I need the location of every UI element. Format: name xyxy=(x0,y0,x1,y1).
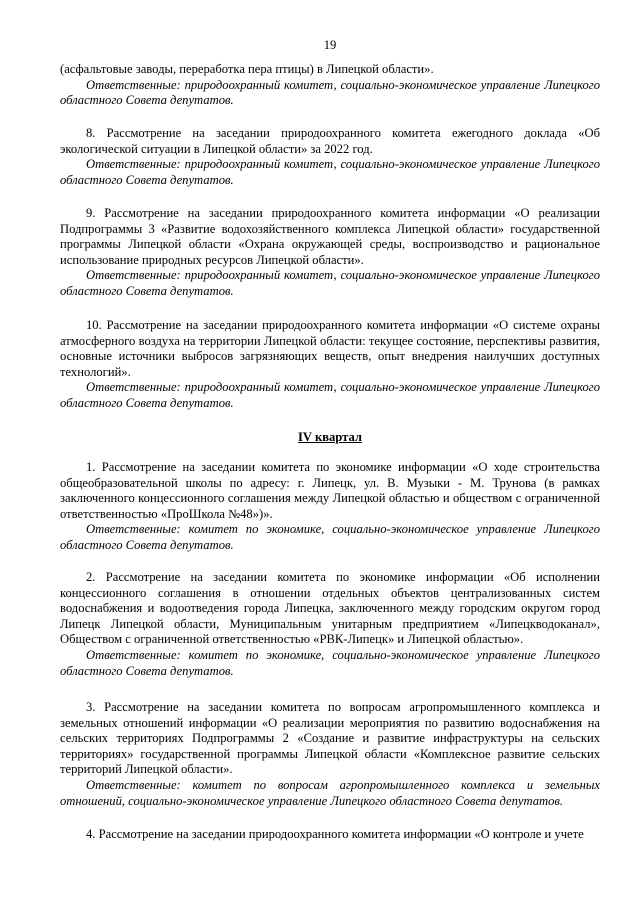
list-item xyxy=(60,206,600,300)
responsible-text: Ответственные: природоохранный комитет, социально-экономическое управление Липецкого областного Совета депутатов. xyxy=(60,380,600,410)
section-heading: IV квартал xyxy=(298,430,362,444)
responsible-text: Ответственные: природоохранный комитет, социально-экономическое управление Липецкого областного Совета депутатов. xyxy=(60,77,600,108)
paragraph-text: 9. Рассмотрение на заседании природоохранного комитета информации «О реализации Подпрограммы 3 «Развитие водохозяйственного комплекса Липецкой области» государственной программы Липецкой области «Охрана окружающей среды, воспроизводство и рациональное использование природных ресурсов Липецкой области». xyxy=(60,206,600,267)
responsible-text: Ответственные: комитет по экономике, социально-экономическое управление Липецкого областного Совета депутатов. xyxy=(60,522,600,552)
list-item xyxy=(60,126,600,188)
page-number: 19 xyxy=(323,38,337,52)
paragraph-text: 4. Рассмотрение на заседании природоохранного комитета информации «О контроле и учете xyxy=(86,827,584,841)
list-item xyxy=(60,460,600,554)
paragraph-text: 10. Рассмотрение на заседании природоохранного комитета информации «О системе охраны атмосферного воздуха на территории Липецкой области: текущее состояние, перспективы развития, основные источники выбросов загрязняющих веществ, опыт внедрения наилучших доступных технологий». xyxy=(60,318,600,379)
responsible-text: Ответственные: природоохранный комитет, социально-экономическое управление Липецкого областного Совета депутатов. xyxy=(60,157,600,187)
continuation-block xyxy=(60,62,600,109)
list-item xyxy=(60,318,600,412)
paragraph-text: 1. Рассмотрение на заседании комитета по экономике информации «О ходе строительства общеобразовательной школы по адресу: г. Липецк, ул. В. Музыки - М. Трунова (в рамках заключенного концессионного соглашения между Липецкой областью и обществом с ограниченной ответственностью «ПроШкола №48»)». xyxy=(60,460,600,521)
list-item xyxy=(60,570,600,679)
paragraph-text: 3. Рассмотрение на заседании комитета по вопросам агропромышленного комплекса и земельных отношений информации «О реализации мероприятия по развитию водоснабжения на сельских территориях Подпрограммы 2 «Создание и развитие инфраструктуры на сельских территориях» государственной программы Липецкой области «Комплексное развитие сельских территорий Липецкой области». xyxy=(60,700,600,777)
paragraph-text: (асфальтовые заводы, переработка пера птицы) в Липецкой области». xyxy=(60,62,434,76)
list-item xyxy=(60,827,600,843)
list-item xyxy=(60,700,600,809)
paragraph-text: 2. Рассмотрение на заседании комитета по экономике информации «Об исполнении концессионного соглашения в отношении отдельных объектов централизованных систем водоснабжения и водоотведения города Липецка, заключенного между городским округом город Липецк Липецкой области, Муниципальным унитарным предприятием «Липецкводоканал», Обществом с ограниченной ответственностью «РВК-Липецк» и Липецкой областью». xyxy=(60,570,600,647)
responsible-text: Ответственные: комитет по вопросам агропромышленного комплекса и земельных отношений, социально-экономическое управление Липецкого областного Совета депутатов. xyxy=(60,777,600,808)
responsible-text: Ответственные: природоохранный комитет, социально-экономическое управление Липецкого областного Совета депутатов. xyxy=(60,268,600,298)
responsible-text: Ответственные: комитет по экономике, социально-экономическое управление Липецкого областного Совета депутатов. xyxy=(60,647,600,678)
paragraph-text: 8. Рассмотрение на заседании природоохранного комитета ежегодного доклада «Об экологической ситуации в Липецкой области» за 2022 год. xyxy=(60,126,600,156)
